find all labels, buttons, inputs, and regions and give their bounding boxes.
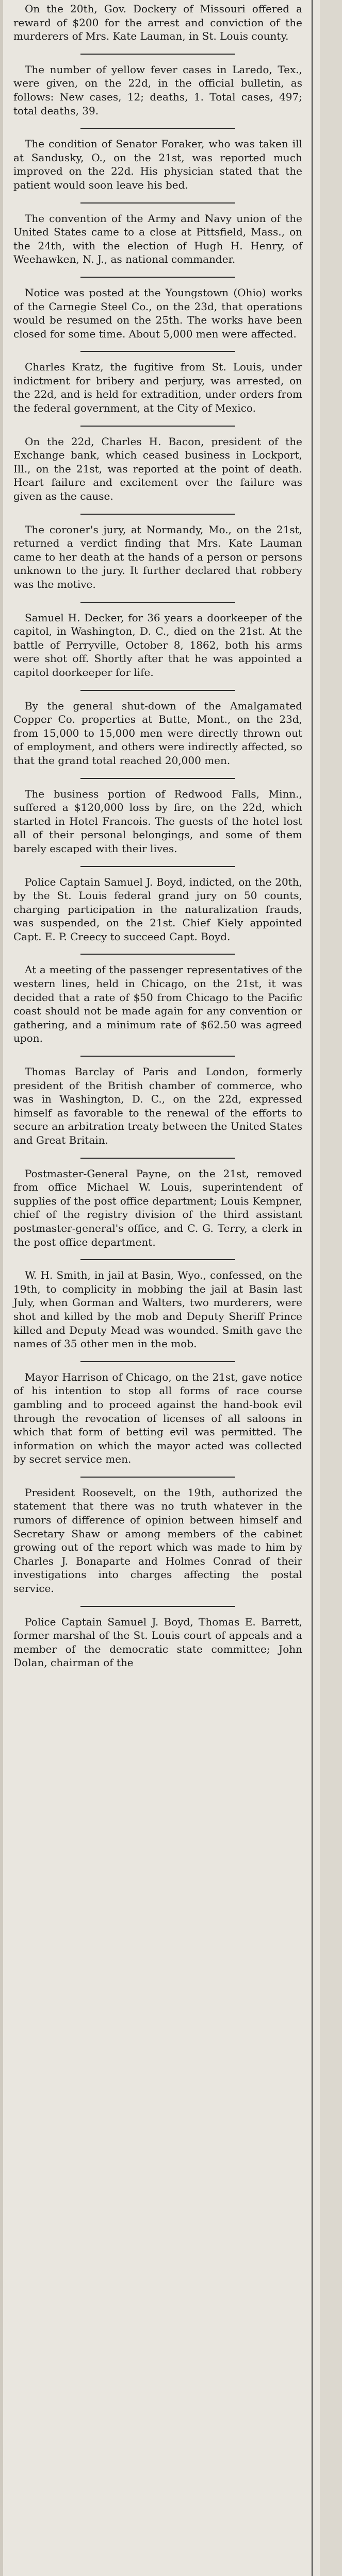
divider [80,54,235,55]
divider [80,866,235,867]
news-item: At a meeting of the passenger representatives of the western lines, held in Chicago, on the 21st, it was decided that a rate of $50 from Chicago to the Pacific coast should not be made again for any convention or gathering, and a minimum rate of $62.50 was agreed upon. [13,963,302,1045]
news-item: On the 22d, Charles H. Bacon, president of the Exchange bank, which ceased business in Lockport, Ill., on the 21st, was reported at the point of death. Heart failure and excitement over the failure was given as the cause. [13,435,302,503]
divider [80,1606,235,1607]
divider [80,690,235,691]
divider [80,1361,235,1362]
divider [80,128,235,129]
news-item: Charles Kratz, the fugitive from St. Louis, under indictment for bribery and perjury, was arrested, on the 22d, and is held for extradition, under orders from the federal government, at the City of Mexico. [13,361,302,415]
divider [80,954,235,955]
divider [80,202,235,204]
divider [80,778,235,779]
divider [80,1056,235,1057]
news-item: Police Captain Samuel J. Boyd, indicted, on the 20th, by the St. Louis federal grand jury on 50 counts, charging participation in the naturalization frauds, was suspended, on the 21st. Chief Kiely appointed Capt. E. P. Creecy to succeed Capt. Boyd. [13,875,302,943]
news-item: The coroner's jury, at Normandy, Mo., on the 21st, returned a verdict finding that Mrs. Kate Lauman came to her death at the hands of a person or persons unknown to the jury. It further declared that robbery was the motive. [13,523,302,590]
news-item: Mayor Harrison of Chicago, on the 21st, gave notice of his intention to stop all forms of race course gambling and to proceed against the hand-book evil through the revocation of licenses of all saloons in which that form of betting evil was permitted. The information on which the mayor acted was collected by secret service men. [13,1370,302,1466]
divider [80,426,235,427]
news-item: On the 20th, Gov. Dockery of Missouri offered a reward of $200 for the arrest and conviction of the murderers of Mrs. Kate Lauman, in St. Louis county. [13,3,302,43]
divider [80,514,235,515]
divider [80,602,235,603]
news-item: W. H. Smith, in jail at Basin, Wyo., confessed, on the 19th, to complicity in mobbing the jail at Basin last July, when Gorman and Walters, two murderers, were shot and killed by the mob and Deputy Sheriff Prince killed and Deputy Mead was wounded. Smith gave the names of 35 other men in the mob. [13,1269,302,1350]
news-item: By the general shut-down of the Amalgamated Copper Co. properties at Butte, Mont., on the 23d, from 15,000 to 15,000 men were directly thrown out of employment, and others were indirectly affected, so that the grand total reached 20,000 men. [13,699,302,767]
adjacent-column-edge [320,0,342,2576]
news-item: Samuel H. Decker, for 36 years a doorkeeper of the capitol, in Washington, D. C., died on the 21st. At the battle of Perryville, October 8, 1862, both his arms were shot off. Shortly after that he was appointed a capitol doorkeeper for life. [13,611,302,679]
divider [80,351,235,352]
news-item: The convention of the Army and Navy union of the United States came to a close at Pittsfield, Mass., on the 24th, with the election of Hugh H. Henry, of Weehawken, N. J., as national commander. [13,212,302,266]
divider [80,1158,235,1159]
news-item: Thomas Barclay of Paris and London, formerly president of the British chamber of commerce, who was in Washington, D. C., on the 22d, expressed himself as favorable to the renewal of the efforts to secure an arbitration treaty between the United States and Great Britain. [13,1065,302,1146]
page-edge [0,0,3,2576]
news-item: The number of yellow fever cases in Laredo, Tex., were given, on the 22d, in the official bulletin, as follows: New cases, 12; deaths, 1. Total cases, 497; total deaths, 39. [13,63,302,117]
news-item: The business portion of Redwood Falls, Minn., suffered a $120,000 loss by fire, on the 22d, which started in Hotel Francois. The guests of the hotel lost all of their personal belongings, and some of them barely escaped with their lives. [13,787,302,855]
news-item: Police Captain Samuel J. Boyd, Thomas E. Barrett, former marshal of the St. Louis court of appeals and a member of the democratic state committee; John Dolan, chairman of the [13,1615,302,1669]
news-item: Notice was posted at the Youngstown (Ohio) works of the Carnegie Steel Co., on the 23d, that operations would be resumed on the 25th. The works have been closed for some time. About 5,000 men were affected. [13,286,302,340]
news-column [13,2,302,1670]
divider [80,277,235,278]
divider [80,1259,235,1260]
news-item: President Roosevelt, on the 19th, authorized the statement that there was no truth whatever in the rumors of difference of opinion between himself and Secretary Shaw or among members of the cabinet growing out of the report which was made to him by Charles J. Bonaparte and Holmes Conrad of their investigations into charges affecting the postal service. [13,1486,302,1595]
divider [80,1477,235,1478]
column-rule [312,0,313,2576]
news-item: The condition of Senator Foraker, who was taken ill at Sandusky, O., on the 21st, was reported much improved on the 22d. His physician stated that the patient would soon leave his bed. [13,138,302,191]
news-item: Postmaster-General Payne, on the 21st, removed from office Michael W. Louis, superintendent of supplies of the post office department; Louis Kempner, chief of the registry division of the third assistant postmaster-general's office, and C. G. Terry, a clerk in the post office department. [13,1167,302,1248]
